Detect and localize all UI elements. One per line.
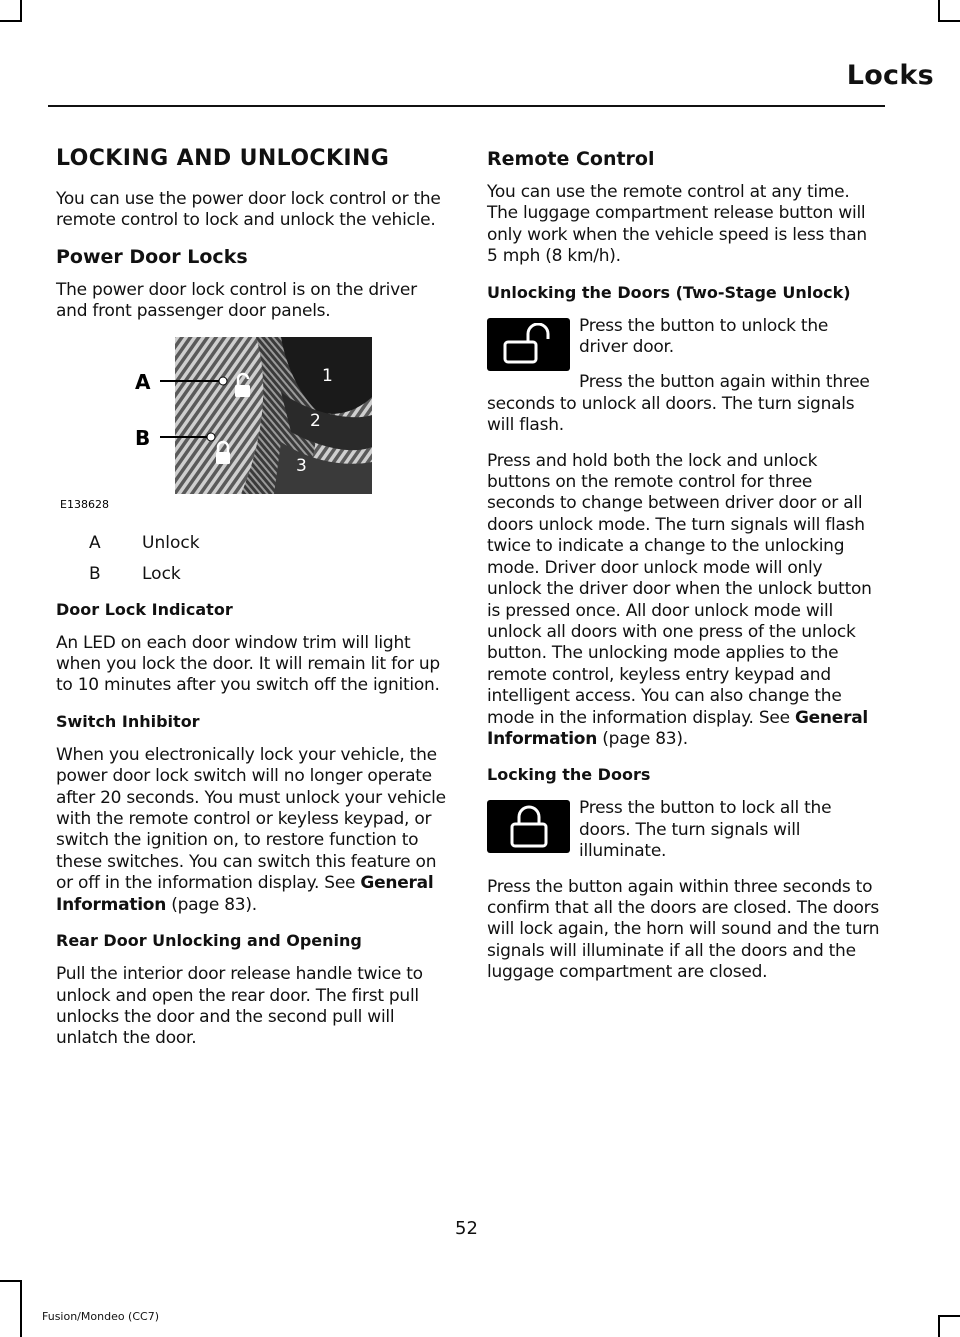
page-reference: (page 83).: [171, 894, 257, 915]
lock-step-1: Press the button to lock all the doors. The turn signals will illuminate.: [579, 798, 832, 862]
page-header-title: Locks: [846, 60, 934, 91]
unlock-step-1: Press the button to unlock the driver door.: [579, 315, 829, 358]
callout-dot-b: [207, 433, 215, 441]
crop-mark: [20, 0, 22, 22]
legend-value: Unlock: [142, 532, 200, 553]
section-heading: LOCKING AND UNLOCKING: [56, 146, 390, 171]
unlock-mode-text: Press and hold both the lock and unlock buttons on the remote control for three seconds to change between driver door or all doors unlock mode. The turn signals will flash twice to indicate a change to the unlocking mode. Driver door unlock mode will only unlock the driver door when the unlock button is pressed once. All door unlock mode will unlock all doors with one press of the unlock button. The unlocking mode applies to the remote control, keyless entry keypad and intelligent access. You can also change the mode in the information display. See General Information (page 83).: [487, 450, 872, 749]
switch-inhibitor-heading: Switch Inhibitor: [56, 711, 200, 731]
crop-mark: [938, 0, 940, 22]
intro-paragraph: You can use the power door lock control or the remote control to lock and unlock the vehicle.: [56, 189, 441, 231]
right-column: [487, 140, 881, 998]
locked-padlock-icon: [506, 805, 552, 849]
seat-number-1: 1: [322, 365, 333, 386]
door-lock-indicator-text: An LED on each door window trim will light when you lock the door. It will remain lit for up to 10 minutes after you switch off the ignition.: [56, 632, 440, 696]
footer-model: Fusion/Mondeo (CC7): [42, 1310, 160, 1323]
callout-dot-a: [219, 377, 227, 385]
power-door-locks-text: The power door lock control is on the driver and front passenger door panels.: [56, 279, 417, 322]
seat-number-3: 3: [296, 455, 307, 476]
figure-code: E138628: [60, 497, 109, 511]
unlocking-doors-heading: Unlocking the Doors (Two-Stage Unlock): [487, 282, 851, 302]
callout-label-a: A: [135, 369, 151, 394]
header-divider: [48, 105, 885, 107]
crop-mark: [0, 1280, 22, 1282]
power-door-locks-heading: Power Door Locks: [56, 245, 248, 268]
remote-control-heading: Remote Control: [487, 148, 655, 170]
crop-mark: [938, 1315, 960, 1317]
door-lock-switch-illustration: [56, 337, 448, 517]
left-column: [56, 140, 448, 1064]
rear-door-heading: Rear Door Unlocking and Opening: [56, 931, 362, 951]
general-information-link[interactable]: General Information: [56, 873, 434, 915]
rear-door-text: Pull the interior door release handle twice to unlock and open the rear door. The first pull unlocks the door and the second pull will unlatch the door.: [56, 964, 423, 1049]
page-reference: (page 83).: [602, 728, 688, 749]
page-number: 52: [455, 1218, 478, 1239]
crop-mark: [938, 1315, 940, 1337]
unlocked-padlock-icon: [501, 323, 557, 365]
remote-control-text: You can use the remote control at any time. The luggage compartment release button will only work when the vehicle speed is less than 5 mph (8 km/h).: [487, 182, 867, 267]
legend-row: [56, 564, 448, 585]
unlock-button-illustration: [487, 318, 570, 371]
crop-mark: [938, 20, 960, 22]
legend-value: Lock: [142, 563, 181, 584]
locking-doors-heading: Locking the Doors: [487, 765, 651, 785]
switch-inhibitor-text: When you electronically lock your vehicle, the power door lock switch will no longer operate after 20 seconds. You must unlock your vehicle with the remote control or keyless keypad, or switch the ignition on, to restore function to these switches. You can switch this feature on or off in the information display. See General Information (page 83).: [56, 744, 446, 915]
door-lock-switch-figure: [56, 337, 448, 517]
legend-row: [56, 533, 448, 554]
legend-key: B: [89, 563, 101, 584]
unlock-step-2: Press the button again within three seconds to unlock all doors. The turn signals will flash.: [487, 372, 870, 436]
lock-button-illustration: [487, 800, 570, 853]
lock-step-2: Press the button again within three seconds to confirm that all the doors are closed. The doors will lock again, the horn will sound and the turn signals will illuminate if all the doors and the luggage compartment are closed.: [487, 876, 880, 983]
seat-number-2: 2: [310, 410, 321, 431]
general-information-link[interactable]: General Information: [487, 707, 869, 749]
door-lock-indicator-heading: Door Lock Indicator: [56, 599, 233, 619]
callout-label-b: B: [135, 425, 151, 450]
crop-mark: [0, 20, 22, 22]
legend-key: A: [89, 532, 101, 553]
crop-mark: [20, 1280, 22, 1337]
figure-legend: [56, 533, 448, 585]
